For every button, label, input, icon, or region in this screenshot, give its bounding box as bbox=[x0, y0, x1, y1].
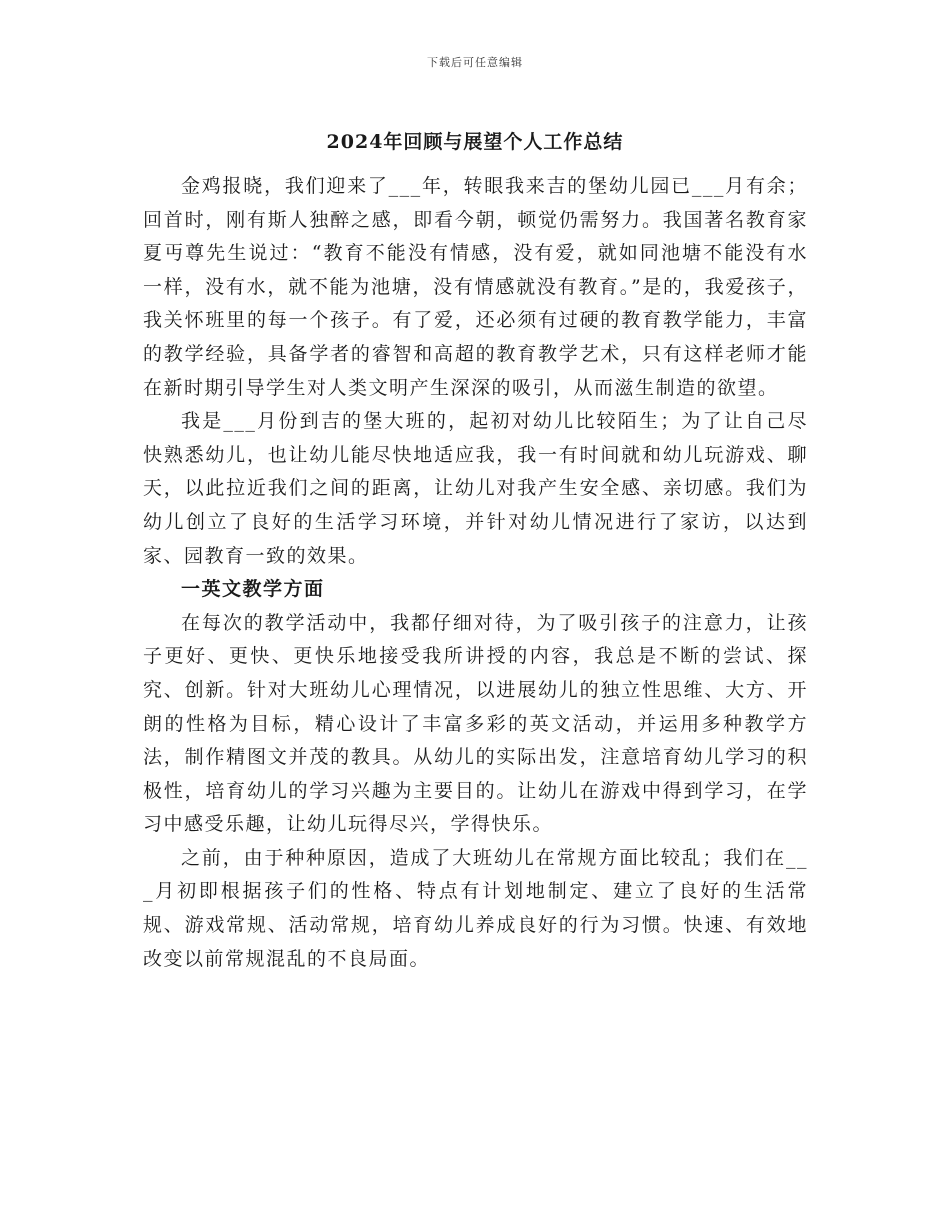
section-heading-english-teaching: 一英文教学方面 bbox=[181, 578, 325, 601]
paragraph-intro: 金鸡报晓，我们迎来了___年，转眼我来吉的堡幼儿园已___月有余；回首时，刚有斯人独醉之感，即看今朝，顿觉仍需努力。我国著名教育家夏丏尊先生说过：“教育不能没有情感，没有爱，就如同池塘不能没有水一样，没有水，就不能为池塘，没有情感就没有教育。”是的，我爱孩子，我关怀班里的每一个孩子。有了爱，还必须有过硬的教育教学能力，丰富的教学经验，具备学者的睿智和高超的教育教学艺术，只有这样老师才能在新时期引导学生对人类文明产生深深的吸引，从而滋生制造的欲望。 bbox=[143, 175, 808, 399]
document-body bbox=[143, 170, 808, 976]
paragraph-routines: 之前，由于种种原因，造成了大班幼儿在常规方面比较乱；我们在___月初即根据孩子们的性格、特点有计划地制定、建立了良好的生活常规、游戏常规、活动常规，培育幼儿养成良好的行为习惯。快速、有效地改变以前常规混乱的不良局面。 bbox=[143, 846, 808, 970]
paragraph-teaching-activities: 在每次的教学活动中，我都仔细对待，为了吸引孩子的注意力，让孩子更好、更快、更快乐地接受我所讲授的内容，我总是不断的尝试、探究、创新。针对大班幼儿心理情况，以进展幼儿的独立性思维、大方、开朗的性格为目标，精心设计了丰富多彩的英文活动，并运用多种教学方法，制作精图文并茂的教具。从幼儿的实际出发，注意培育幼儿学习的积极性，培育幼儿的学习兴趣为主要目的。让幼儿在游戏中得到学习，在学习中感受乐趣，让幼儿玩得尽兴，学得快乐。 bbox=[143, 611, 808, 836]
paragraph-arrival: 我是___月份到吉的堡大班的，起初对幼儿比较陌生；为了让自己尽快熟悉幼儿，也让幼儿能尽快地适应我，我一有时间就和幼儿玩游戏、聊天，以此拉近我们之间的距离，让幼儿对我产生安全感、亲切感。我们为幼儿创立了良好的生活学习环境，并针对幼儿情况进行了家访，以达到家、园教育一致的效果。 bbox=[143, 410, 808, 567]
document-title: 2024年回顾与展望个人工作总结 bbox=[326, 131, 624, 153]
header-note: 下载后可任意编辑 bbox=[427, 56, 523, 69]
